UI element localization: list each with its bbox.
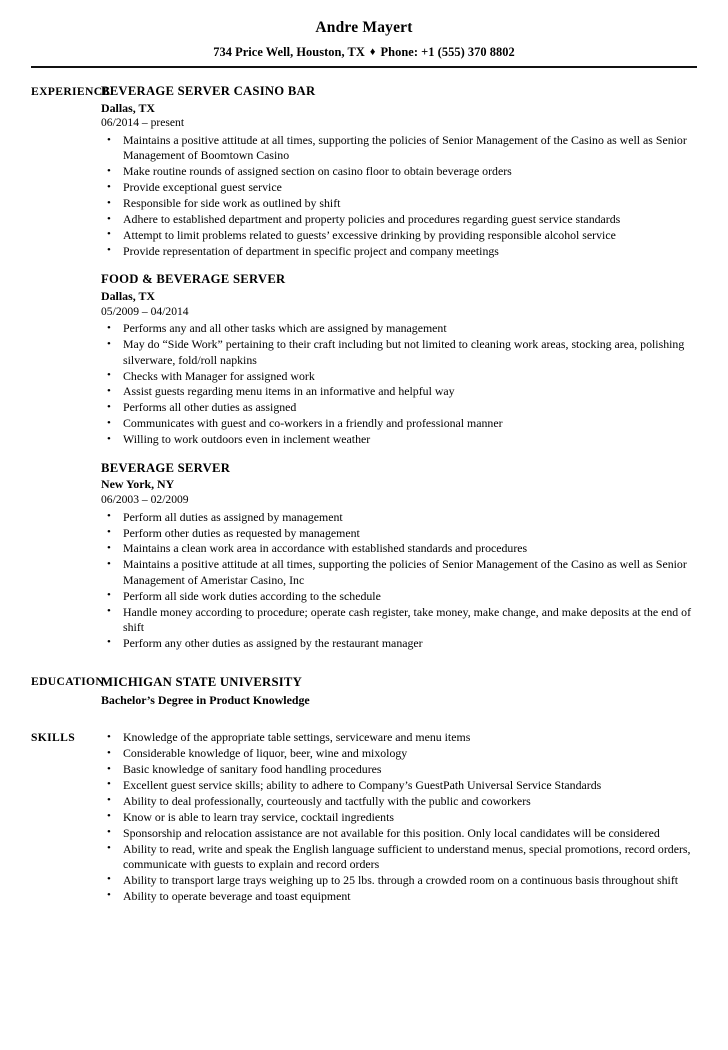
section-label-education: EDUCATION: [31, 674, 105, 688]
job-title: BEVERAGE SERVER CASINO BAR: [101, 83, 316, 98]
job-responsibility-list: [101, 133, 701, 259]
list-item: • Perform all side work duties according to the schedule: [101, 589, 701, 604]
diamond-separator-icon: ♦: [369, 45, 376, 58]
list-item: • Provide exceptional guest service: [101, 180, 701, 195]
experience-entry: [101, 272, 701, 447]
list-item: • Perform other duties as requested by management: [101, 526, 701, 541]
education-entry: [101, 674, 701, 709]
job-responsibility-list: [101, 510, 701, 652]
list-item: • Maintains a positive attitude at all times, supporting the policies of Senior Management of the Casino as well as Senior Management of Boomtown Casino: [101, 133, 701, 164]
experience-entry: [101, 84, 701, 259]
list-item: • Performs any and all other tasks which are assigned by management: [101, 321, 701, 336]
list-item: • Checks with Manager for assigned work: [101, 369, 701, 384]
candidate-contact-line: [0, 45, 728, 60]
list-item: • Provide representation of department in specific project and company meetings: [101, 244, 701, 259]
list-item: • Ability to read, write and speak the English language sufficient to understand menus, special promotions, record orders, communicate with guests to explain and record orders: [101, 842, 701, 873]
list-item: • Handle money according to procedure; operate cash register, take money, make change, and make deposits at the end of shift: [101, 605, 701, 636]
skills-list: [101, 730, 701, 904]
list-item: • Perform any other duties as assigned by the restaurant manager: [101, 636, 701, 651]
job-location: New York, NY: [101, 477, 175, 492]
list-item: • Knowledge of the appropriate table settings, serviceware and menu items: [101, 730, 701, 745]
list-item: • Ability to deal professionally, courteously and tactfully with the public and coworkers: [101, 794, 701, 809]
section-label-skills: SKILLS: [31, 731, 75, 745]
list-item: • Ability to transport large trays weighing up to 25 lbs. through a crowded room on a continuous basis throughout shift: [101, 873, 701, 888]
list-item: • Assist guests regarding menu items in an informative and helpful way: [101, 384, 701, 399]
list-item: • Make routine rounds of assigned section on casino floor to obtain beverage orders: [101, 164, 701, 179]
job-location: Dallas, TX: [101, 100, 155, 115]
education-school: MICHIGAN STATE UNIVERSITY: [101, 674, 303, 689]
job-location: Dallas, TX: [101, 289, 155, 304]
experience-entries: [101, 84, 728, 652]
list-item: • Maintains a clean work area in accordance with established standards and procedures: [101, 541, 701, 556]
list-item: • Basic knowledge of sanitary food handling procedures: [101, 762, 701, 777]
job-responsibility-list: [101, 321, 701, 447]
list-item: • Considerable knowledge of liquor, beer, wine and mixology: [101, 746, 701, 761]
education-entries: [101, 674, 728, 709]
candidate-phone: Phone: +1 (555) 370 8802: [380, 44, 515, 59]
skills-entries: [101, 730, 728, 904]
job-dates: 05/2009 – 04/2014: [101, 304, 189, 318]
list-item: • Performs all other duties as assigned: [101, 400, 701, 415]
list-item: • Maintains a positive attitude at all times, supporting the policies of Senior Management of the Casino as well as Senior Management of Ameristar Casino, Inc: [101, 557, 701, 588]
list-item: • Willing to work outdoors even in inclement weather: [101, 432, 701, 447]
list-item: • Attempt to limit problems related to guests’ excessive drinking by providing responsible alcohol service: [101, 228, 701, 243]
list-item: • Sponsorship and relocation assistance are not available for this position. Only local candidates will be considered: [101, 826, 701, 841]
education-degree: Bachelor’s Degree in Product Knowledge: [101, 693, 310, 708]
list-item: • Excellent guest service skills; ability to adhere to Company’s GuestPath Universal Service Standards: [101, 778, 701, 793]
candidate-address: 734 Price Well, Houston, TX: [213, 44, 365, 59]
job-title: BEVERAGE SERVER: [101, 460, 231, 475]
resume-body: [0, 68, 728, 905]
list-item: • Responsible for side work as outlined by shift: [101, 196, 701, 211]
experience-entry: [101, 461, 701, 652]
list-item: • Know or is able to learn tray service, cocktail ingredients: [101, 810, 701, 825]
section-experience: [0, 84, 728, 652]
list-item: • Adhere to established department and property policies and procedures regarding guest service standards: [101, 212, 701, 227]
list-item: • Perform all duties as assigned by management: [101, 510, 701, 525]
candidate-name: Andre Mayert: [315, 19, 413, 36]
section-skills: [0, 730, 728, 904]
job-dates: 06/2014 – present: [101, 116, 185, 130]
section-education: [0, 674, 728, 709]
job-title: FOOD & BEVERAGE SERVER: [101, 272, 286, 287]
list-item: • May do “Side Work” pertaining to their craft including but not limited to cleaning work areas, stocking area, polishing silverware, fold/roll napkins: [101, 337, 701, 368]
section-label-experience: EXPERIENCE: [31, 84, 111, 98]
list-item: • Ability to operate beverage and toast equipment: [101, 889, 701, 904]
list-item: • Communicates with guest and co-workers in a friendly and professional manner: [101, 416, 701, 431]
job-dates: 06/2003 – 02/2009: [101, 492, 189, 506]
resume-header: [0, 0, 728, 68]
